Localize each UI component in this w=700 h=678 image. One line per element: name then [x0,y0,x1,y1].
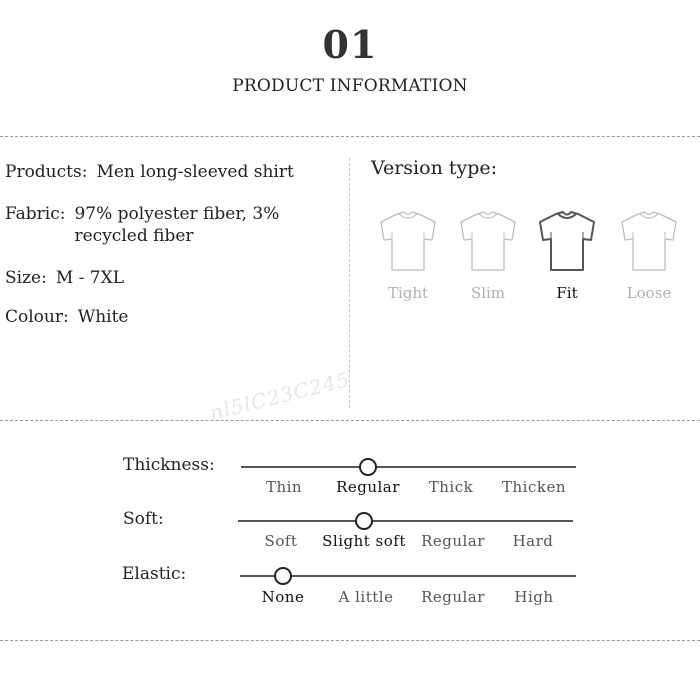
thickness-scale-track [241,466,576,468]
soft-scale-track [238,520,573,522]
thickness-label: Thickness: [123,455,215,475]
watermark: nl5lC23C245 [207,366,353,426]
tshirt-icon [377,208,439,274]
soft-option: Soft [264,532,298,550]
tshirt-icon [536,208,598,274]
spec-products [5,161,294,183]
elastic-scale-marker [274,567,292,585]
spec-value: Men long-sleeved shirt [96,162,294,182]
thickness-option: Thin [265,478,303,496]
tshirt-icon [618,208,680,274]
thickness-scale-marker [359,458,377,476]
elastic-option: A little [338,588,394,606]
tshirt-icon [457,208,519,274]
divider-middle [0,420,700,421]
soft-label: Soft: [123,509,164,529]
soft-option: Slight soft [322,532,406,550]
spec-value: 97% polyester fiber, 3% recycled fiber [74,204,280,246]
elastic-option: Regular [421,588,485,606]
elastic-label: Elastic: [122,564,187,584]
version-type-title: Version type: [371,157,498,179]
spec-key: Fabric: [5,204,66,224]
thickness-option: Thicken [502,478,566,496]
spec-key: Size: [5,268,47,288]
section-number: 01 [322,22,378,67]
thickness-option: Thick [428,478,474,496]
elastic-option: High [514,588,554,606]
spec-size [5,267,124,289]
divider-vertical [349,158,350,408]
version-option-tight: Tight [387,284,429,302]
soft-option: Regular [421,532,485,550]
version-option-slim: Slim [470,284,506,302]
spec-value: White [77,307,129,327]
version-option-fit: Fit [556,284,578,302]
section-title: PRODUCT INFORMATION [232,76,468,96]
spec-key: Colour: [5,307,69,327]
spec-fabric [5,203,289,247]
spec-key: Products: [5,162,88,182]
divider-top [0,136,700,137]
elastic-option: None [261,588,305,606]
version-option-loose: Loose [626,284,672,302]
spec-value: M - 7XL [55,268,124,288]
spec-colour [5,306,128,328]
soft-scale-marker [355,512,373,530]
divider-bottom [0,640,700,641]
thickness-option: Regular [336,478,400,496]
soft-option: Hard [512,532,554,550]
